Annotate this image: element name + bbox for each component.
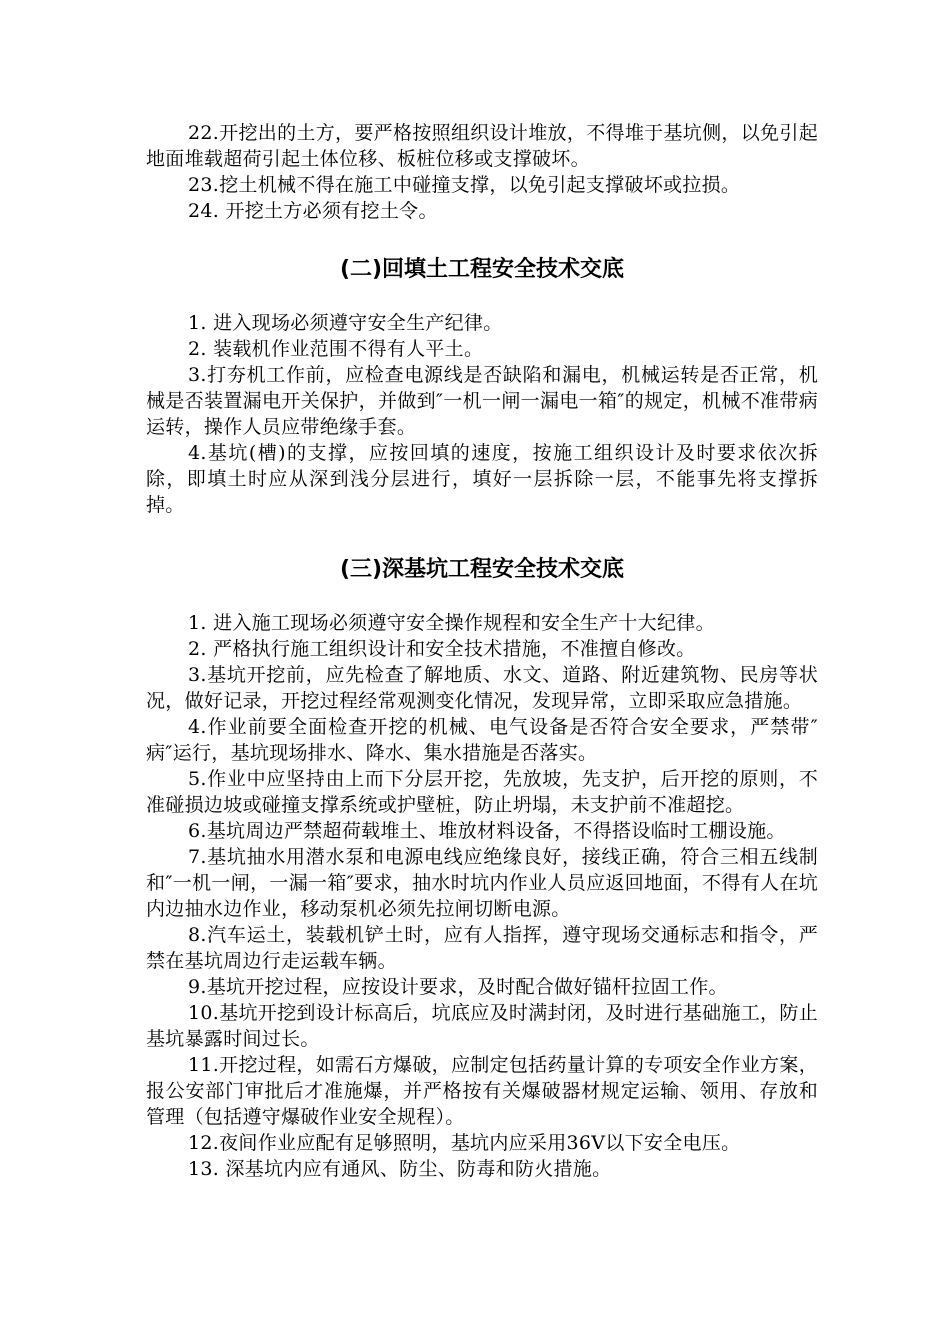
paragraph: 8.汽车运土，装载机铲土时，应有人指挥，遵守现场交通标志和指令，严禁在基坑周边行走运载车辆。 <box>146 924 818 972</box>
paragraph: 1. 进入现场必须遵守安全生产纪律。 <box>188 312 503 334</box>
paragraph: 2. 装载机作业范围不得有人平土。 <box>188 338 484 360</box>
document-page <box>146 120 818 1182</box>
paragraph: 3.基坑开挖前，应先检查了解地质、水文、道路、附近建筑物、民房等状况，做好记录，开挖过程经常观测变化情况，发现异常，立即采取应急措施。 <box>146 664 818 712</box>
paragraph: 24. 开挖土方必须有挖土令。 <box>188 200 438 222</box>
paragraph: 5.作业中应坚持由上而下分层开挖，先放坡，先支护，后开挖的原则，不准碰损边坡或碰撞支撑系统或护壁桩，防止坍塌，未支护前不准超挖。 <box>146 768 818 816</box>
paragraph: 13. 深基坑内应有通风、防尘、防毒和防火措施。 <box>188 1158 612 1180</box>
paragraph: 1. 进入施工现场必须遵守安全操作规程和安全生产十大纪律。 <box>188 612 715 634</box>
paragraph: 2. 严格执行施工组织设计和安全技术措施，不准擅自修改。 <box>188 638 696 660</box>
paragraph: 11.开挖过程，如需石方爆破，应制定包括药量计算的专项安全作业方案，报公安部门审批后才准施爆，并严格按有关爆破器材规定运输、领用、存放和管理（包括遵守爆破作业安全规程）。 <box>146 1054 818 1128</box>
section-heading: (三)深基坑工程安全技术交底 <box>339 557 625 582</box>
paragraph: 10.基坑开挖到设计标高后，坑底应及时满封闭，及时进行基础施工，防止基坑暴露时间过长。 <box>146 1002 818 1050</box>
paragraph: 3.打夯机工作前，应检查电源线是否缺陷和漏电，机械运转是否正常，机械是否装置漏电开关保护，并做到″一机一闸一漏电一箱″的规定，机械不准带病运转，操作人员应带绝缘手套。 <box>146 364 818 438</box>
section-heading: (二)回填土工程安全技术交底 <box>339 257 625 282</box>
paragraph: 7.基坑抽水用潜水泵和电源电线应绝缘良好，接线正确，符合三相五线制和″一机一闸，一漏一箱″要求，抽水时坑内作业人员应返回地面，不得有人在坑内边抽水边作业，移动泵机必须先拉闸切断电源。 <box>146 846 818 920</box>
paragraph: 23.挖土机械不得在施工中碰撞支撑，以免引起支撑破坏或拉损。 <box>188 174 741 196</box>
paragraph: 12.夜间作业应配有足够照明，基坑内应采用36V以下安全电压。 <box>188 1132 741 1154</box>
paragraph: 4.作业前要全面检查开挖的机械、电气设备是否符合安全要求，严禁带″病″运行，基坑现场排水、降水、集水措施是否落实。 <box>146 716 818 764</box>
paragraph: 9.基坑开挖过程，应按设计要求，及时配合做好锚杆拉固工作。 <box>188 976 728 998</box>
paragraph: 6.基坑周边严禁超荷载堆土、堆放材料设备，不得搭设临时工棚设施。 <box>188 820 786 842</box>
paragraph: 22.开挖出的土方，要严格按照组织设计堆放，不得堆于基坑侧，以免引起地面堆载超荷引起土体位移、板桩位移或支撑破坏。 <box>146 122 818 170</box>
paragraph: 4.基坑(槽)的支撑，应按回填的速度，按施工组织设计及时要求依次拆除，即填土时应从深到浅分层进行，填好一层拆除一层，不能事先将支撑拆掉。 <box>146 442 818 516</box>
